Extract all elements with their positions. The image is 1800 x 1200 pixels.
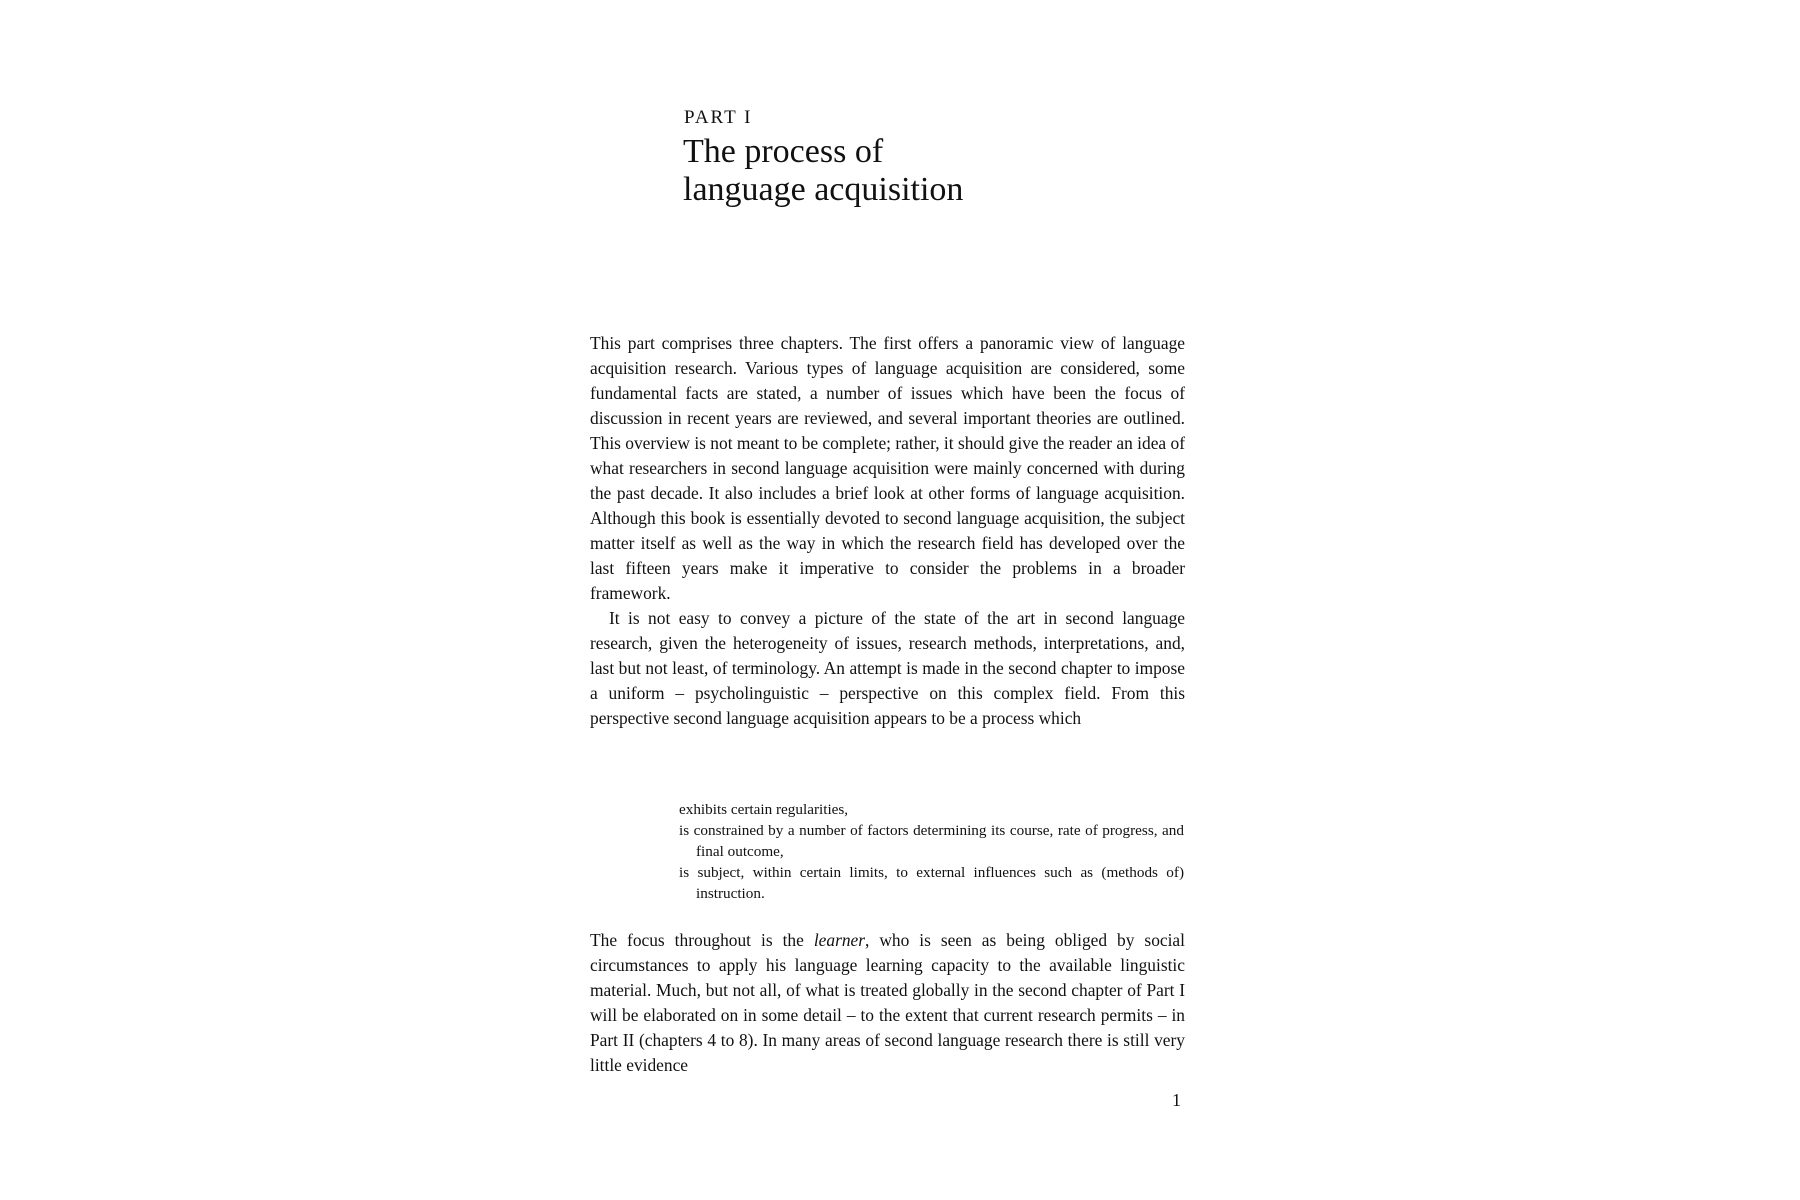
closing-section xyxy=(590,928,1185,1078)
part-title-line-2: language acquisition xyxy=(683,171,964,208)
closing-paragraph xyxy=(590,928,1185,1078)
intro-paragraph-2: It is not easy to convey a picture of the state of the art in second language research, given the heterogeneity of issues, research methods, interpretations, and, last but not least, of terminology. An attempt is made in the second chapter to impose a uniform – psycholinguistic – perspective on this complex field. From this perspective second language acquisition appears to be a process which xyxy=(590,608,1185,728)
part-label: PART I xyxy=(684,107,753,128)
list-item: is subject, within certain limits, to external influences such as (methods of) instruction. xyxy=(679,864,1184,902)
closing-lead: The focus throughout is the xyxy=(590,930,814,950)
closing-rest: , who is seen as being obliged by social circumstances to apply his language learning capacity to the available linguistic material. Much, but not all, of what is treated globally in the second chapter of Part I will be elaborated on in some detail – to the extent that current research permits – in Part II (chapters 4 to 8). In many areas of second language research there is still very little evidence xyxy=(590,930,1185,1075)
learner-emphasis: learner xyxy=(813,930,866,950)
page-number: 1 xyxy=(1172,1090,1181,1110)
intro-paragraph-1: This part comprises three chapters. The first offers a panoramic view of language acquisition research. Various types of language acquisition are considered, some fundamental facts are stated, a number of issues which have been the focus of discussion in recent years are reviewed, and several important theories are outlined. This overview is not meant to be complete; rather, it should give the reader an idea of what researchers in second language acquisition were mainly concerned with during the past decade. It also includes a brief look at other forms of language acquisition. Although this book is essentially devoted to second language acquisition, the subject matter itself as well as the way in which the research field has developed over the last fifteen years make it imperative to consider the problems in a broader framework. xyxy=(590,333,1185,603)
part-title-line-1: The process of xyxy=(683,133,884,170)
list-item: is constrained by a number of factors determining its course, rate of progress, and final outcome, xyxy=(679,822,1184,860)
process-characteristics-list xyxy=(679,799,1184,904)
intro-section xyxy=(590,331,1185,731)
list-item: exhibits certain regularities, xyxy=(679,801,849,818)
part-title xyxy=(683,133,963,209)
